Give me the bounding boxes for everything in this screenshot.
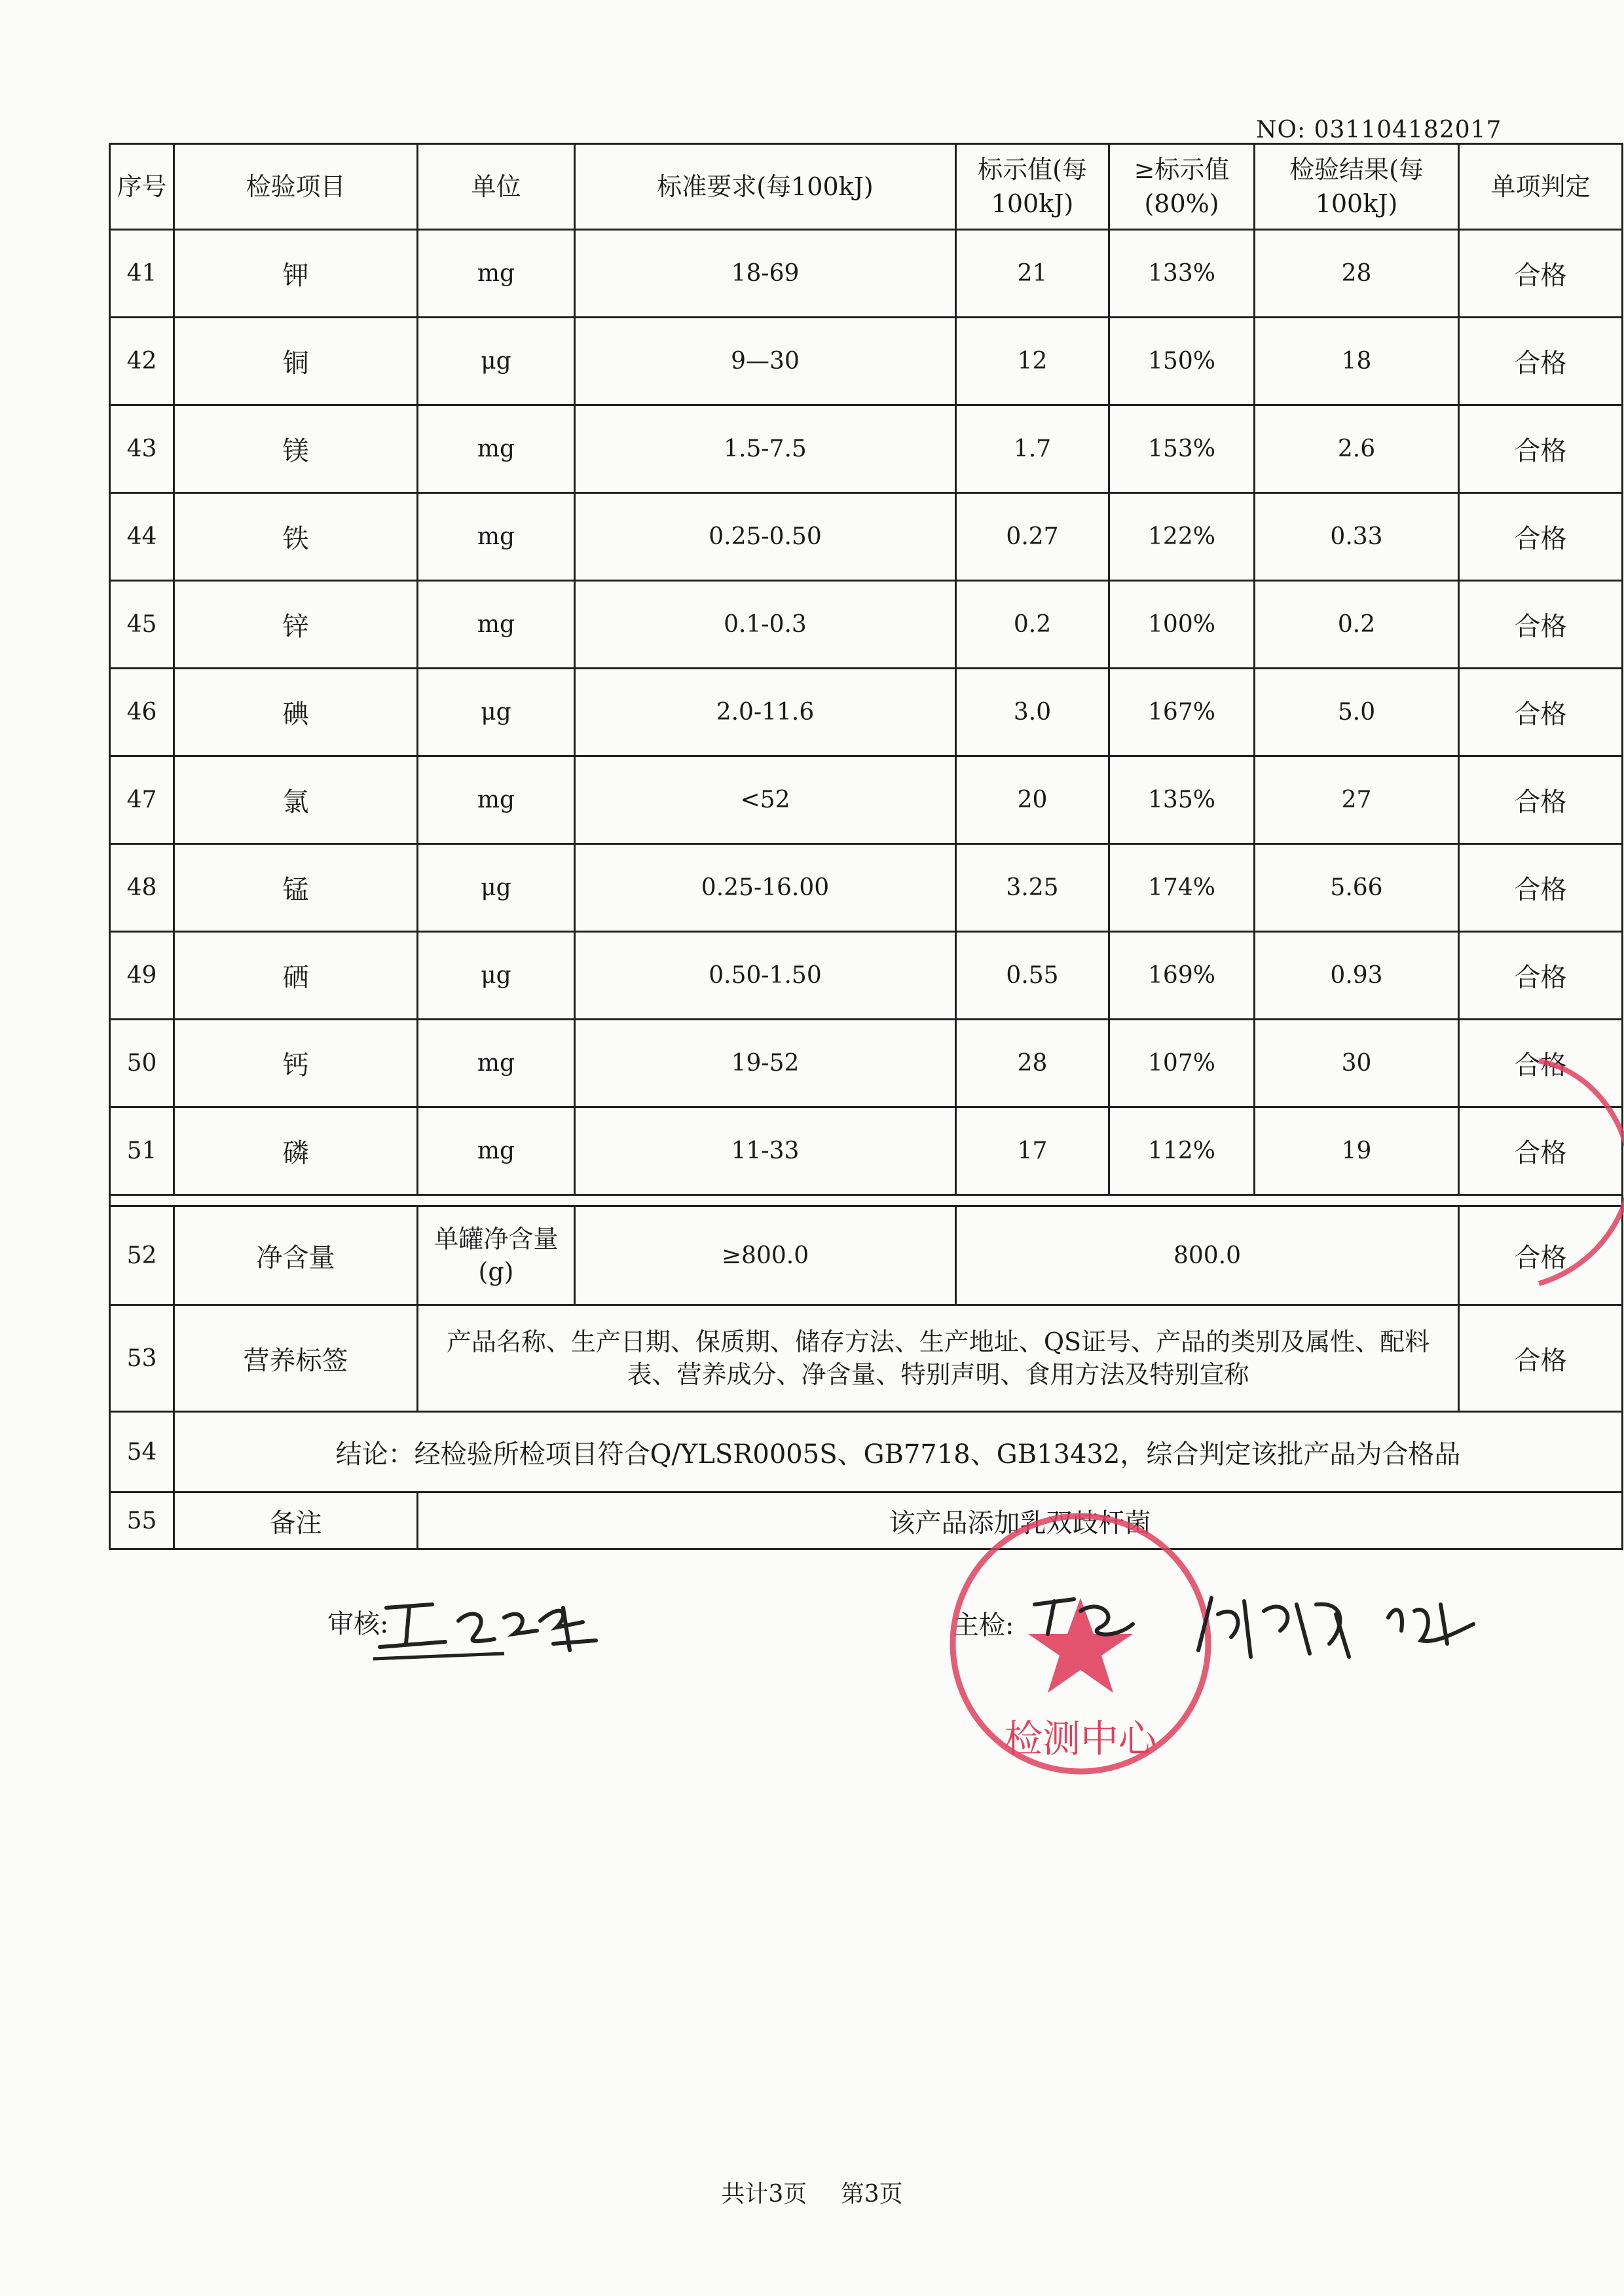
table-header-row bbox=[110, 144, 1623, 230]
cell-labeled: 1.7 bbox=[956, 405, 1109, 493]
header-result: 检验结果(每100kJ) bbox=[1255, 144, 1459, 230]
cell-pct: 133% bbox=[1109, 230, 1255, 318]
cell-pct: 112% bbox=[1109, 1107, 1255, 1195]
cell-unit: μg bbox=[418, 844, 575, 932]
cell-verdict: 合格 bbox=[1459, 932, 1623, 1020]
cell-item: 硒 bbox=[174, 932, 418, 1020]
table-row bbox=[110, 230, 1623, 318]
cell-unit: μg bbox=[418, 318, 575, 405]
cell-result: 800.0 bbox=[956, 1206, 1459, 1305]
table-row-54 bbox=[110, 1412, 1623, 1492]
cell-item: 备注 bbox=[174, 1492, 418, 1549]
cell-no: 42 bbox=[110, 318, 174, 405]
cell-verdict: 合格 bbox=[1459, 1020, 1623, 1107]
cell-no: 54 bbox=[110, 1412, 174, 1492]
cell-verdict: 合格 bbox=[1459, 581, 1623, 669]
table-row bbox=[110, 844, 1623, 932]
cell-verdict: 合格 bbox=[1459, 405, 1623, 493]
header-item: 检验项目 bbox=[174, 144, 418, 230]
cell-labeled: 20 bbox=[956, 756, 1109, 844]
header-verdict: 单项判定 bbox=[1459, 144, 1623, 230]
cell-standard: 9—30 bbox=[575, 318, 956, 405]
cell-no: 41 bbox=[110, 230, 174, 318]
cell-result: 30 bbox=[1255, 1020, 1459, 1107]
header-pct: ≥标示值(80%) bbox=[1109, 144, 1255, 230]
cell-labeled: 0.2 bbox=[956, 581, 1109, 669]
header-standard: 标准要求(每100kJ) bbox=[575, 144, 956, 230]
separator-cell bbox=[110, 1195, 1623, 1206]
table-row bbox=[110, 493, 1623, 581]
cell-conclusion: 结论：经检验所检项目符合Q/YLSR0005S、GB7718、GB13432，综合判定该批产品为合格品 bbox=[174, 1412, 1623, 1492]
cell-pct: 100% bbox=[1109, 581, 1255, 669]
table-row-53 bbox=[110, 1305, 1623, 1412]
table-row bbox=[110, 756, 1623, 844]
cell-unit: 单罐净含量(g) bbox=[418, 1206, 575, 1305]
footer-page-number: 第3页 bbox=[840, 2181, 903, 2208]
cell-unit: mg bbox=[418, 1107, 575, 1195]
inspector-signature bbox=[1022, 1578, 1532, 1676]
cell-unit: mg bbox=[418, 581, 575, 669]
cell-result: 27 bbox=[1255, 756, 1459, 844]
table-row bbox=[110, 932, 1623, 1020]
cell-item: 磷 bbox=[174, 1107, 418, 1195]
cell-no: 51 bbox=[110, 1107, 174, 1195]
cell-labeled: 21 bbox=[956, 230, 1109, 318]
table-row bbox=[110, 318, 1623, 405]
cell-verdict: 合格 bbox=[1459, 756, 1623, 844]
cell-unit: mg bbox=[418, 756, 575, 844]
cell-standard: 0.25-16.00 bbox=[575, 844, 956, 932]
table-row bbox=[110, 581, 1623, 669]
cell-standard: ≥800.0 bbox=[575, 1206, 956, 1305]
cell-item: 营养标签 bbox=[174, 1305, 418, 1412]
header-unit: 单位 bbox=[418, 144, 575, 230]
table-row bbox=[110, 669, 1623, 756]
table-row-55 bbox=[110, 1492, 1623, 1549]
cell-pct: 153% bbox=[1109, 405, 1255, 493]
cell-pct: 135% bbox=[1109, 756, 1255, 844]
cell-standard: 11-33 bbox=[575, 1107, 956, 1195]
cell-result: 2.6 bbox=[1255, 405, 1459, 493]
cell-labeled: 12 bbox=[956, 318, 1109, 405]
cell-no: 50 bbox=[110, 1020, 174, 1107]
cell-item: 钙 bbox=[174, 1020, 418, 1107]
inspection-table-wrapper bbox=[109, 143, 1621, 1550]
cell-pct: 122% bbox=[1109, 493, 1255, 581]
reviewer-label: 审核: bbox=[327, 1609, 389, 1639]
cell-standard: 1.5-7.5 bbox=[575, 405, 956, 493]
table-row-52 bbox=[110, 1206, 1623, 1305]
cell-item: 钾 bbox=[174, 230, 418, 318]
report-number: NO: 031104182017 bbox=[1256, 117, 1502, 143]
cell-standard: 0.1-0.3 bbox=[575, 581, 956, 669]
cell-item: 锌 bbox=[174, 581, 418, 669]
cell-no: 46 bbox=[110, 669, 174, 756]
cell-no: 52 bbox=[110, 1206, 174, 1305]
cell-item: 锰 bbox=[174, 844, 418, 932]
cell-remark: 该产品添加乳双歧杆菌 bbox=[418, 1492, 1623, 1549]
cell-labeled: 17 bbox=[956, 1107, 1109, 1195]
cell-labeled: 3.0 bbox=[956, 669, 1109, 756]
cell-result: 0.33 bbox=[1255, 493, 1459, 581]
cell-no: 47 bbox=[110, 756, 174, 844]
table-row bbox=[110, 1107, 1623, 1195]
cell-unit: mg bbox=[418, 405, 575, 493]
cell-verdict: 合格 bbox=[1459, 1107, 1623, 1195]
cell-unit: mg bbox=[418, 1020, 575, 1107]
cell-pct: 174% bbox=[1109, 844, 1255, 932]
cell-standard: 19-52 bbox=[575, 1020, 956, 1107]
cell-item: 铁 bbox=[174, 493, 418, 581]
header-labeled: 标示值(每100kJ) bbox=[956, 144, 1109, 230]
cell-verdict: 合格 bbox=[1459, 318, 1623, 405]
cell-pct: 169% bbox=[1109, 932, 1255, 1020]
table-body bbox=[110, 230, 1623, 1195]
cell-verdict: 合格 bbox=[1459, 844, 1623, 932]
footer-total-pages: 共计3页 bbox=[721, 2181, 807, 2208]
cell-unit: μg bbox=[418, 932, 575, 1020]
cell-no: 45 bbox=[110, 581, 174, 669]
cell-verdict: 合格 bbox=[1459, 230, 1623, 318]
cell-label-content: 产品名称、生产日期、保质期、储存方法、生产地址、QS证号、产品的类别及属性、配料表、营养成分、净含量、特别声明、食用方法及特别宣称 bbox=[418, 1305, 1459, 1412]
cell-verdict: 合格 bbox=[1459, 1206, 1623, 1305]
inspector-label: 主检: bbox=[953, 1610, 1014, 1640]
table-row bbox=[110, 405, 1623, 493]
cell-verdict: 合格 bbox=[1459, 1305, 1623, 1412]
cell-pct: 107% bbox=[1109, 1020, 1255, 1107]
cell-no: 49 bbox=[110, 932, 174, 1020]
cell-standard: 0.25-0.50 bbox=[575, 493, 956, 581]
cell-labeled: 0.27 bbox=[956, 493, 1109, 581]
separator-row bbox=[110, 1195, 1623, 1206]
cell-standard: 2.0-11.6 bbox=[575, 669, 956, 756]
cell-result: 5.66 bbox=[1255, 844, 1459, 932]
cell-item: 镁 bbox=[174, 405, 418, 493]
header-seq: 序号 bbox=[110, 144, 174, 230]
cell-item: 氯 bbox=[174, 756, 418, 844]
cell-no: 55 bbox=[110, 1492, 174, 1549]
cell-item: 碘 bbox=[174, 669, 418, 756]
cell-pct: 167% bbox=[1109, 669, 1255, 756]
cell-result: 5.0 bbox=[1255, 669, 1459, 756]
cell-labeled: 28 bbox=[956, 1020, 1109, 1107]
reviewer-signature bbox=[373, 1582, 609, 1667]
cell-no: 43 bbox=[110, 405, 174, 493]
cell-standard: 18-69 bbox=[575, 230, 956, 318]
cell-result: 0.2 bbox=[1255, 581, 1459, 669]
cell-standard: 0.50-1.50 bbox=[575, 932, 956, 1020]
partial-stamp bbox=[1532, 1048, 1624, 1297]
cell-result: 18 bbox=[1255, 318, 1459, 405]
cell-verdict: 合格 bbox=[1459, 669, 1623, 756]
cell-unit: mg bbox=[418, 493, 575, 581]
cell-unit: mg bbox=[418, 230, 575, 318]
inspection-table bbox=[109, 143, 1623, 1550]
cell-no: 53 bbox=[110, 1305, 174, 1412]
cell-result: 0.93 bbox=[1255, 932, 1459, 1020]
cell-labeled: 3.25 bbox=[956, 844, 1109, 932]
cell-no: 44 bbox=[110, 493, 174, 581]
cell-item: 铜 bbox=[174, 318, 418, 405]
cell-result: 19 bbox=[1255, 1107, 1459, 1195]
cell-verdict: 合格 bbox=[1459, 493, 1623, 581]
cell-no: 48 bbox=[110, 844, 174, 932]
cell-item: 净含量 bbox=[174, 1206, 418, 1305]
stamp-text: 检测中心 bbox=[1004, 1716, 1157, 1761]
cell-pct: 150% bbox=[1109, 318, 1255, 405]
page-footer bbox=[0, 2176, 1624, 2209]
table-row bbox=[110, 1020, 1623, 1107]
cell-standard: <52 bbox=[575, 756, 956, 844]
cell-unit: μg bbox=[418, 669, 575, 756]
cell-labeled: 0.55 bbox=[956, 932, 1109, 1020]
cell-result: 28 bbox=[1255, 230, 1459, 318]
